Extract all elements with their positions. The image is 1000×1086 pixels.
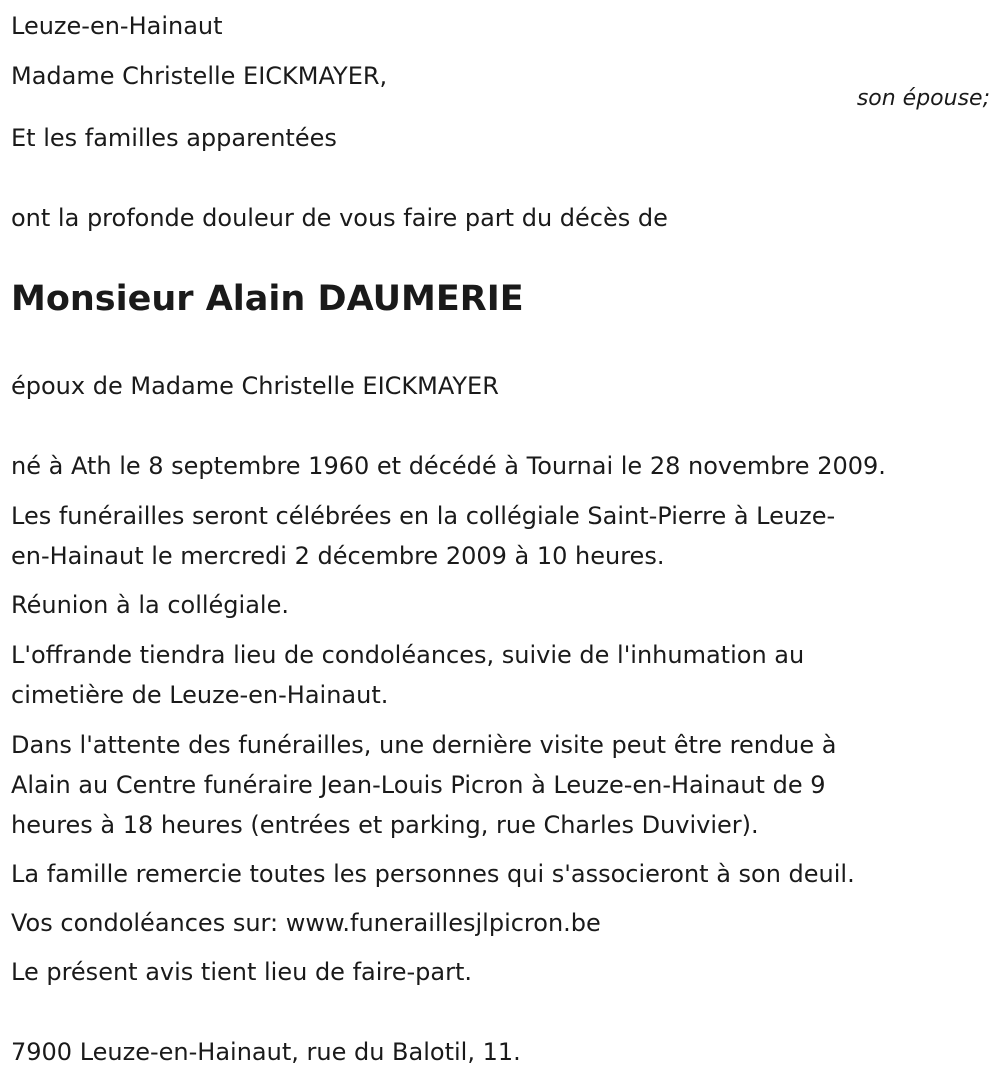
meeting-line: Réunion à la collégiale. bbox=[11, 591, 289, 619]
condolences-line: Vos condoléances sur: www.funeraillesjlpicron.be bbox=[11, 909, 601, 937]
spouse-line: époux de Madame Christelle EICKMAYER bbox=[11, 372, 499, 400]
offering-line-1: L'offrande tiendra lieu de condoléances, suivie de l'inhumation au bbox=[11, 641, 805, 669]
deceased-name: Monsieur Alain DAUMERIE bbox=[11, 279, 524, 319]
visit-line-2: Alain au Centre funéraire Jean-Louis Picron à Leuze-en-Hainaut de 9 bbox=[11, 771, 826, 799]
notice-statement: Le présent avis tient lieu de faire-part. bbox=[11, 958, 473, 986]
birth-death-line: né à Ath le 8 septembre 1960 et décédé à Tournai le 28 novembre 2009. bbox=[11, 452, 886, 480]
offering-line-2: cimetière de Leuze-en-Hainaut. bbox=[11, 681, 389, 709]
family-member-role: son épouse; bbox=[856, 86, 990, 111]
funeral-line-2: en-Hainaut le mercredi 2 décembre 2009 à 10 heures. bbox=[11, 542, 665, 570]
visit-line-3: heures à 18 heures (entrées et parking, rue Charles Duvivier). bbox=[11, 811, 759, 839]
visit-line-1: Dans l'attente des funérailles, une dernière visite peut être rendue à bbox=[11, 731, 837, 759]
funeral-line-1: Les funérailles seront célébrées en la collégiale Saint-Pierre à Leuze- bbox=[11, 502, 836, 530]
thanks-line: La famille remercie toutes les personnes qui s'associeront à son deuil. bbox=[11, 860, 855, 888]
related-families: Et les familles apparentées bbox=[11, 124, 337, 152]
announcement: ont la profonde douleur de vous faire part du décès de bbox=[11, 204, 668, 232]
family-member: Madame Christelle EICKMAYER, bbox=[11, 62, 388, 90]
location-header: Leuze-en-Hainaut bbox=[11, 12, 223, 40]
address-line: 7900 Leuze-en-Hainaut, rue du Balotil, 11. bbox=[11, 1038, 521, 1066]
